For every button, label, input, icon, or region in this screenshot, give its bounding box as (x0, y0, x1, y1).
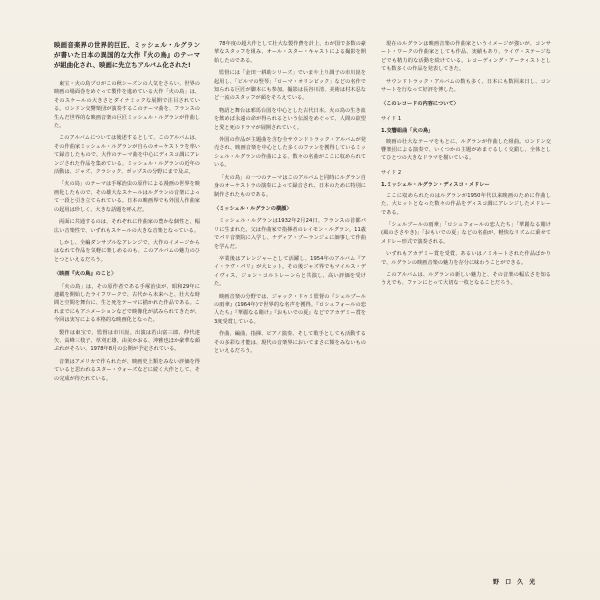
paragraph: ミッシェル・ルグランは1932年2月24日、フランスの首都パリに生まれた。父は作曲家で指揮者のレイモン・ルグラン。11歳でパリ音楽院に入学し、ナディア・ブーランジェに師事して作曲を学んだ。 (214, 218, 366, 250)
paragraph: 映画の壮大なテーマをもとに、ルグランが作曲した組曲。ロンドン交響楽団による演奏で、いくつかの主題がめまぐるしく交錯し、全体としてひとつの大きなドラマを描いている。 (381, 138, 551, 162)
side-label: サイド 1 (381, 115, 402, 122)
paragraph: 監督には「金田一耕助シリーズ」でいまや上り調子の市川崑を起用し、「ビルマの竪琴」「ローマ・オリンピック」などの名作で知られる巨匠が脚本にも参加。撮影は長谷川清、美術は村木忍など一流のスタッフが顔をそろえている。 (214, 70, 366, 102)
section-heading: 〈映画『火の鳥』のこと〉 (54, 271, 117, 278)
intro-text: 映画音楽界の世界的巨匠、ミッシェル・ルグランが書いた日本の異国的な大作『火の鳥』のテーマが組曲化され、映画に先立ちアルバム化された! (54, 41, 200, 69)
section-heading: 〈ミッシェル・ルグランの横顔〉 (214, 205, 292, 212)
paragraph: 音楽はアメリカで作られたが、映画史上類をみない評価を得ていると思われるスター・ウォーズなどに続く大作として、その完成が待たれている。 (54, 358, 200, 382)
paragraph: 東宝・火の鳥プロがこの秋シーズンの人気をさらい、世界の映画の場面巻をめぐって製作を進めている大作「火の鳥」は、そのスケールの大きさとダイナミックな展開で注目されている。ロンドン交響楽団が演奏するこのテーマ曲を、フランスの生んだ世界的な映画音楽の巨匠ミッシェル・ルグランが作曲した。 (54, 81, 200, 130)
text-column-2 (214, 40, 366, 359)
paragraph: 映画音楽の分野では、ジャック・ドゥミ監督の『シェルブールの雨傘』(1964年)で世界的な名声を獲得。『ロシュフォールの恋人たち』『華麗なる賭け』『おもいでの夏』などでアカデミー賞を3度受賞している。 (214, 293, 366, 325)
paragraph: しかし、全編ダンサブルなアレンジで、大作のイメージからはなれて作品を気軽に楽しめるのも、このアルバムの魅力のひとつといえるだろう。 (54, 239, 200, 263)
paragraph: サウンドトラック・アルバムの数も多く、日本にも数回来日し、コンサートを行なって好評を博した。 (381, 78, 551, 94)
track-title: 1.ミッシェル・ルグラン・ディスコ・メドレー (381, 182, 490, 189)
paragraph: ここに収められたのはルグランが1950年代以来映画のために作曲した、大ヒットとなった数々の作品をディスコ調にアレンジしたメドレーである。 (381, 192, 551, 216)
paragraph: 78年度の超大作として壮大な製作費を計上、わが国で多数の豪華なスタッフを組み、オール・スター・キャストによる撮影を開始したのである。 (214, 41, 366, 64)
paragraph: このアルバムは、ルグランの新しい魅力と、その音楽の幅広さを知るうえでも、ファンにとって大切な一枚となることだろう。 (381, 271, 551, 287)
paragraph: 物語と舞台は邪馬台国を中心とした古代日本。火の鳥の生き血を飲めば永遠の命が得られるという伝説をめぐって、人間の欲望と愛と死のドラマが展開されていく。 (214, 107, 366, 131)
paragraph: 外国の作品が主題曲を含む全サウンドトラック・アルバムが発売され、映画音楽を中心とした多くのファンを獲得しているミッシェル・ルグランの作曲による、数々の名曲がここに収められている。 (214, 137, 366, 169)
author-signature: 野 口 久 光 (493, 579, 538, 586)
paragraph: 卒業後はアレンジャーとして活躍し、1954年のアルバム『アイ・ラヴ・パリ』が大ヒット。その後ジャズ界でもマイルス・デイヴィス、ジョン・コルトレーンらと共演し、高い評価を受けた。 (214, 255, 366, 288)
paragraph: 両面に共通するのは、それぞれに作曲家の豊かな個性と、幅広い音楽性で、いずれもスケールの大きな音楽となっている。 (54, 219, 200, 234)
text-column-1 (54, 40, 200, 387)
paragraph: 「火の鳥」は、その原作者である手塚治虫が、昭和29年に連載を開始したライフワークで、古代から未来へと、壮大な時間と空間を舞台に、生と死をテーマに描かれた作品である。これまでにもアニメーションなどで映像化が試みられてきたが、今回は実写による本格的な映画化となった。 (54, 283, 200, 324)
paragraph: 作曲、編曲、指揮、ピアノ演奏、そして歌手としても活動するその多彩な才能は、現代の音楽界においてまさに類をみないものといえるだろう。 (214, 331, 366, 354)
paragraph: 「火の鳥」の一つのテーマはこのアルバムと同時にルグラン自身のオーケストラの演奏によって録音され、日本のために特別に制作されたものである。 (214, 174, 366, 198)
track-title: 1.交響組曲「火の鳥」 (381, 128, 434, 135)
paragraph: このアルバムについては後述するとして、このアルバムは、その作曲家ミッシェル・ルグランが自らのオーケストラを率いて録音したもので、大作のテーマ曲を中心にディスコ調にアレンジされた作品を集めている。ミッシェル・ルグランの近年の活動は、ジャズ、クラシック、ポップスの分野にまで及ぶ。 (54, 135, 200, 176)
text-column-3 (381, 40, 551, 292)
section-heading: 〈このレコードの内容について〉 (381, 101, 459, 108)
paragraph: いずれもアカデミー賞を受賞、あるいはノミネートされた作品ばかりで、ルグランの映画音楽の魅力を存分に味わうことができる。 (381, 251, 551, 266)
paragraph: 現在のルグランは映画音楽の作曲家というイメージが強いが、コンサート・ワークの作曲家としても作品、実績もあり、ライヴ・ステージなどでも精力的な活動を続けている。レコーディング・アーティストとしても数多くの作品を発表してきた。 (381, 41, 551, 73)
paragraph: 「シェルブールの雨傘」「ロシュフォールの恋人たち」「華麗なる賭け(風のささやき)」「おもいでの夏」などの名曲が、軽快なリズムに乗せてメドレー形式で演奏される。 (381, 221, 551, 245)
side-label: サイド 2 (381, 169, 402, 176)
paragraph: 製作は東宝で、監督は市川崑。出演は若山富三郎、仲代達矢、高峰三枝子、草刈正雄、由美かおる、沖雅也ほか豪華な顔ぶれがそろい、1978年8月の公開が予定されている。 (54, 329, 200, 353)
paragraph: 「火の鳥」のテーマは手塚治虫の原作による漫画の世界を映画化したもので、その雄大なスケールはルグランの音楽によって一段と引き立てられている。日本の映画界でも外国人作曲家の起用は珍しく、大きな話題を呼んだ。 (54, 181, 200, 213)
